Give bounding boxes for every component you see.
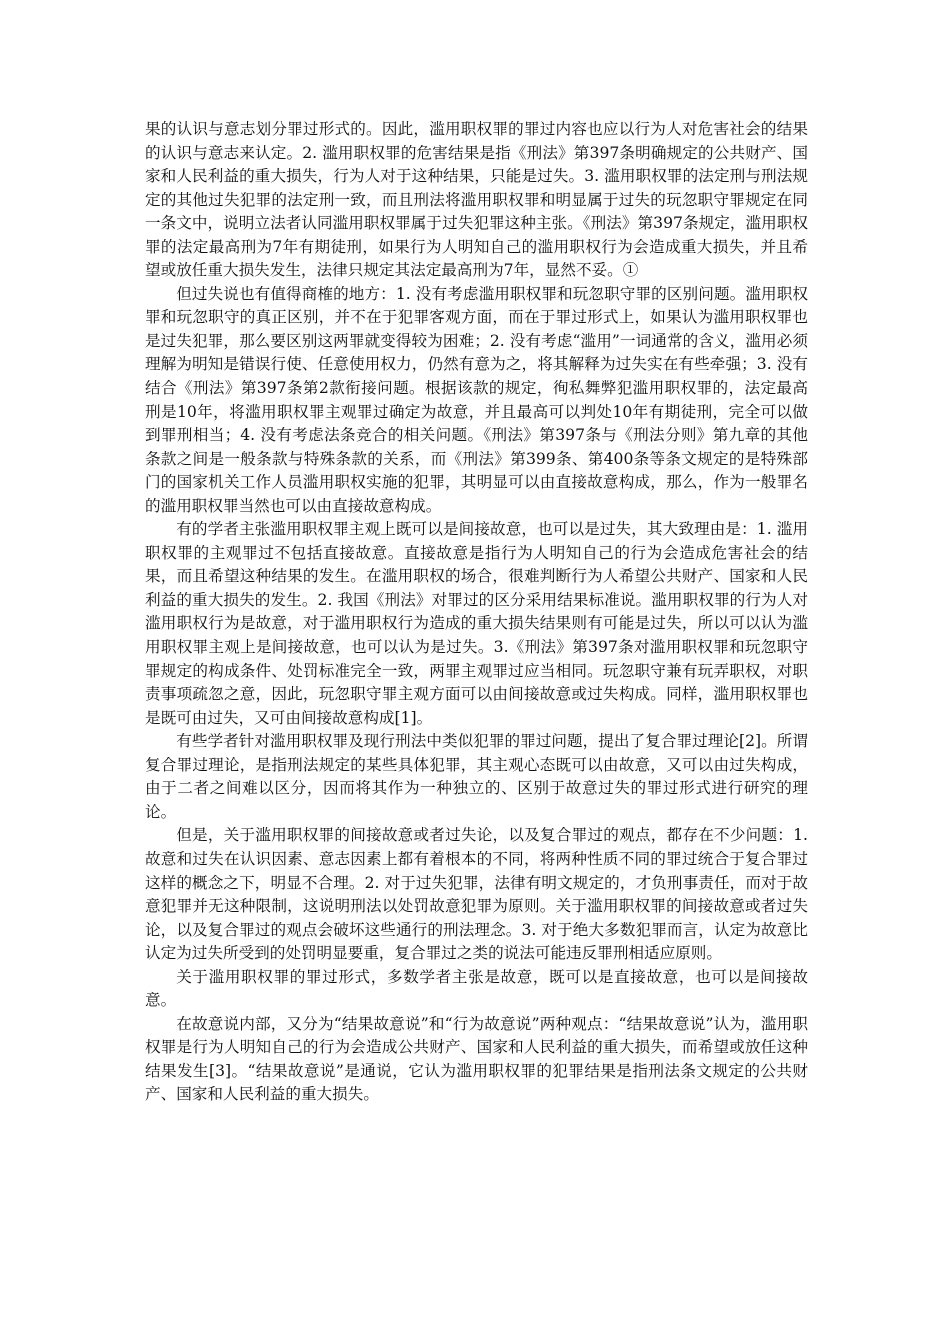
paragraph: 有的学者主张滥用职权罪主观上既可以是间接故意，也可以是过失，其大致理由是：1. 滥用职权罪的主观罪过不包括直接故意。直接故意是指行为人明知自己的行为会造成危害社会的结果，而且希望这种结果的发生。在滥用职权的场合，很难判断行为人希望公共财产、国家和人民利益的重大损失的发生。2. 我国《刑法》对罪过的区分采用结果标准说。滥用职权罪的行为人对滥用职权行为是故意，对于滥用职权行为造成的重大损失结果则有可能是过失，所以可以认为滥用职权罪主观上是间接故意，也可以认为是过失。3.《刑法》第397条对滥用职权罪和玩忽职守罪规定的构成条件、处罚标准完全一致，两罪主观罪过应当相同。玩忽职守兼有玩弄职权，对职责事项疏忽之意，因此，玩忽职守罪主观方面可以由间接故意或过失构成。同样，滥用职权罪也是既可由过失，又可由间接故意构成[1]。 <box>145 520 808 727</box>
paragraph: 果的认识与意志划分罪过形式的。因此，滥用职权罪的罪过内容也应以行为人对危害社会的结果的认识与意志来认定。2. 滥用职权罪的危害结果是指《刑法》第397条明确规定的公共财产、国家和人民利益的重大损失，行为人对于这种结果，只能是过失。3. 滥用职权罪的法定刑与刑法规定的其他过失犯罪的法定刑一致，而且刑法将滥用职权罪和明显属于过失的玩忽职守罪规定在同一条文中，说明立法者认同滥用职权罪属于过失犯罪这种主张。《刑法》第397条规定，滥用职权罪的法定最高刑为7年有期徒刑，如果行为人明知自己的滥用职权行为会造成重大损失，并且希望或放任重大损失发生，法律只规定其法定最高刑为7年，显然不妥。① <box>145 120 808 280</box>
document-body <box>145 118 808 1107</box>
paragraph: 但过失说也有值得商榷的地方：1. 没有考虑滥用职权罪和玩忽职守罪的区别问题。滥用职权罪和玩忽职守的真正区别，并不在于犯罪客观方面，而在于罪过形式上，如果认为滥用职权罪也是过失犯罪，那么要区别这两罪就变得较为困难；2. 没有考虑“滥用”一词通常的含义，滥用必须理解为明知是错误行使、任意使用权力，仍然有意为之，将其解释为过失实在有些牵强；3. 没有结合《刑法》第397条第2款衔接问题。根据该款的规定，徇私舞弊犯滥用职权罪的，法定最高刑是10年，将滥用职权罪主观罪过确定为故意，并且最高可以判处10年有期徒刑，完全可以做到罪刑相当；4. 没有考虑法条竞合的相关问题。《刑法》第397条与《刑法分则》第九章的其他条款之间是一般条款与特殊条款的关系，而《刑法》第399条、第400条等条文规定的是特殊部门的国家机关工作人员滥用职权实施的犯罪，其明显可以由直接故意构成，那么，作为一般罪名的滥用职权罪当然也可以由直接故意构成。 <box>145 284 808 515</box>
paragraph: 在故意说内部，又分为“结果故意说”和“行为故意说”两种观点：“结果故意说”认为，滥用职权罪是行为人明知自己的行为会造成公共财产、国家和人民利益的重大损失，而希望或放任这种结果发生[3]。“结果故意说”是通说，它认为滥用职权罪的犯罪结果是指刑法条文规定的公共财产、国家和人民利益的重大损失。 <box>145 1014 808 1104</box>
paragraph: 但是，关于滥用职权罪的间接故意或者过失论，以及复合罪过的观点，都存在不少问题：1. 故意和过失在认识因素、意志因素上都有着根本的不同，将两种性质不同的罪过统合于复合罪过这样的概念之下，明显不合理。2. 对于过失犯罪，法律有明文规定的，才负刑事责任，而对于故意犯罪并无这种限制，这说明刑法以处罚故意犯罪为原则。关于滥用职权罪的间接故意或者过失论，以及复合罪过的观点会破坏这些通行的刑法理念。3. 对于绝大多数犯罪而言，认定为故意比认定为过失所受到的处罚明显要重，复合罪过之类的说法可能违反罪刑相适应原则。 <box>145 826 808 963</box>
paragraph: 有些学者针对滥用职权罪及现行刑法中类似犯罪的罪过问题，提出了复合罪过理论[2]。所谓复合罪过理论，是指刑法规定的某些具体犯罪，其主观心态既可以由故意，又可以由过失构成，由于二者之间难以区分，因而将其作为一种独立的、区别于故意过失的罪过形式进行研究的理论。 <box>145 732 808 821</box>
paragraph: 关于滥用职权罪的罪过形式，多数学者主张是故意，既可以是直接故意，也可以是间接故意。 <box>145 967 808 1010</box>
